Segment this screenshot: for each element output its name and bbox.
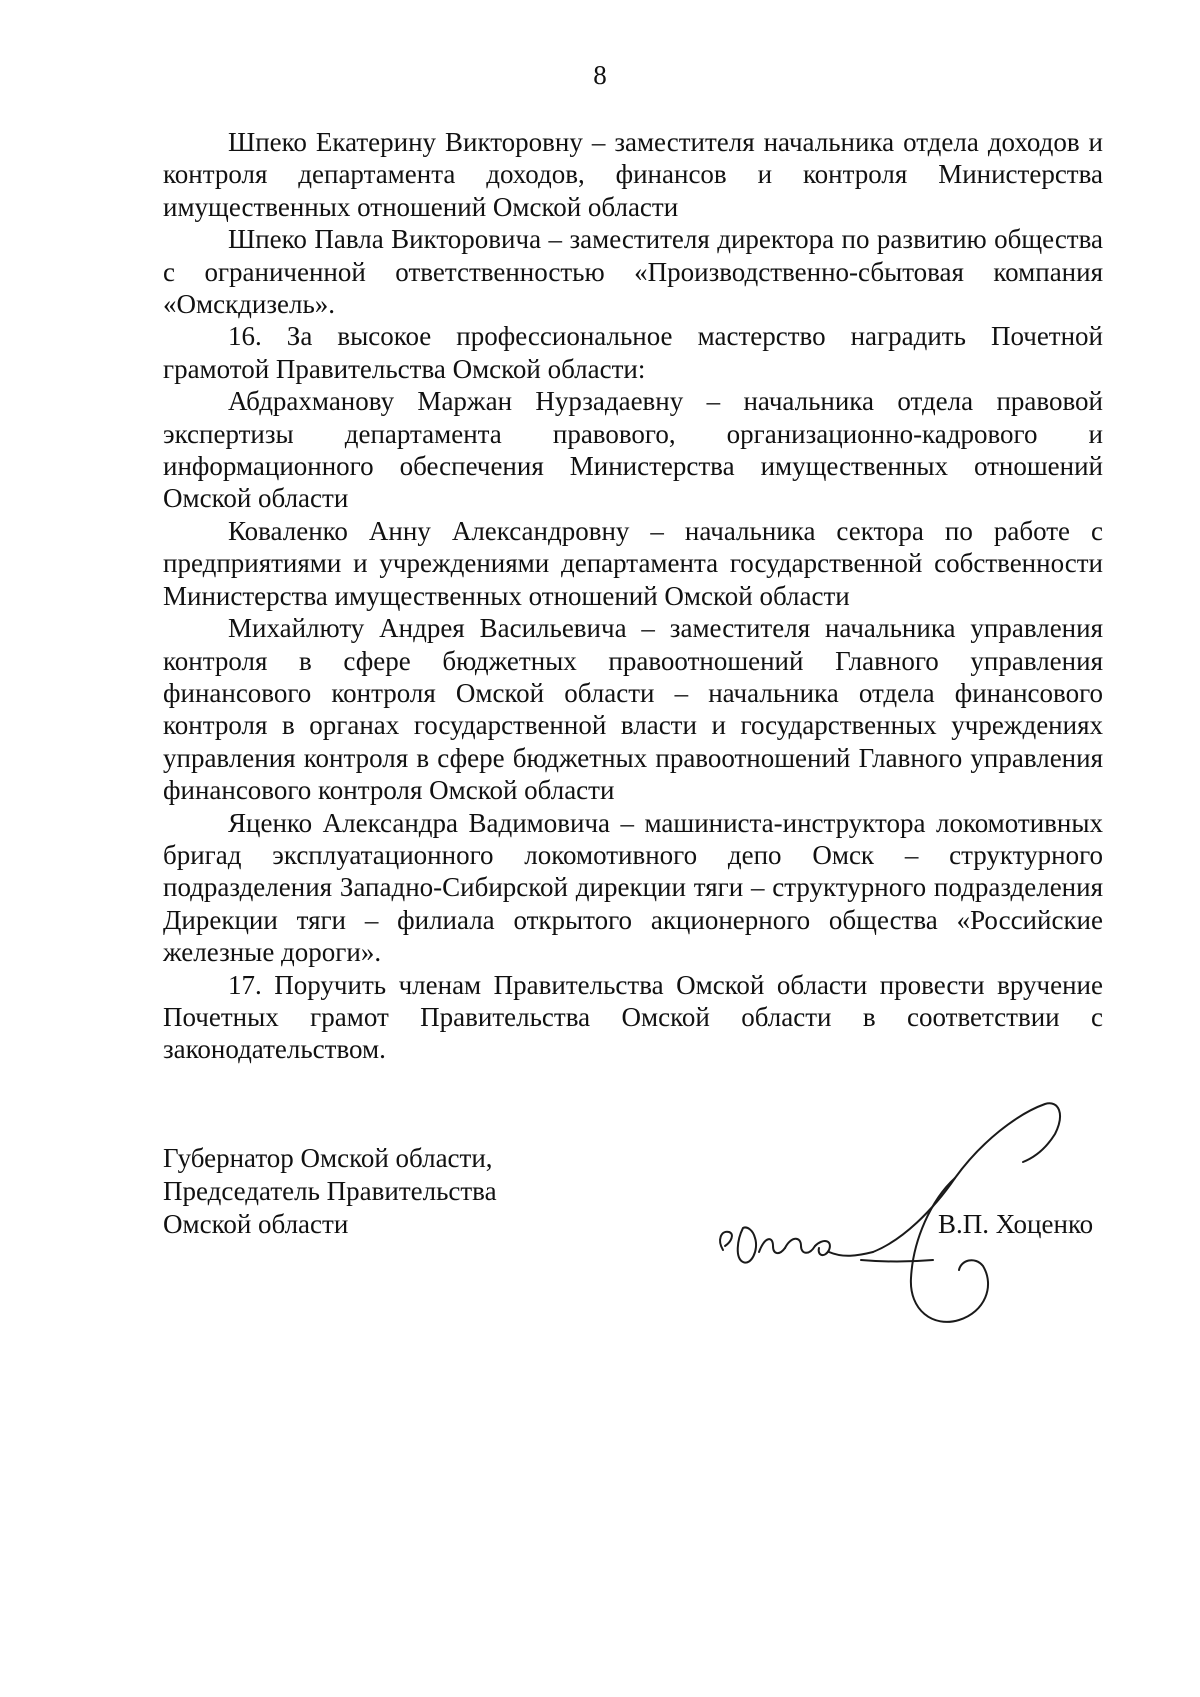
paragraph-item-17: 17. Поручить членам Правительства Омской области провести вручение Почетных грамот Правительства Омской области в соответствии с законодательством.: [163, 969, 1103, 1065]
signatory-title-line: Омской области: [163, 1209, 349, 1239]
paragraph-shpeko-pavel: Шпеко Павла Викторовича – заместителя директора по развитию общества с ограниченной ответственностью «Производственно-сбытовая компания «Омскдизель».: [163, 224, 1103, 320]
signatory-title-line: Губернатор Омской области,: [163, 1143, 493, 1173]
paragraph-kovalenko: Коваленко Анну Александровну – начальника сектора по работе с предприятиями и учреждениями департамента государственной собственности Министерства имущественных отношений Омской области: [163, 515, 1103, 611]
page-number: 8: [593, 60, 607, 90]
paragraph-abdrakhmanova: Абдрахманову Маржан Нурзадаевну – начальника отдела правовой экспертизы департамента правового, организационно-кадрового и информационного обеспечения Министерства имущественных отношений Омской области: [163, 386, 1103, 514]
paragraph-yatsenko: Яценко Александра Вадимовича – машиниста-инструктора локомотивных бригад эксплуатационного локомотивного депо Омск – структурного подразделения Западно-Сибирской дирекции тяги – структурного подразделения Дирекции тяги – филиала открытого акционерного общества «Российские железные дороги».: [163, 807, 1103, 968]
signatory-name: В.П. Хоценко: [938, 1209, 1094, 1239]
document-body: [163, 126, 1103, 1066]
paragraph-mikhailyuta: Михайлюту Андрея Васильевича – заместителя начальника управления контроля в сфере бюджетных правоотношений Главного управления финансового контроля Омской области – начальника отдела финансового контроля в органах государственной власти и государственных учреждениях управления контроля в сфере бюджетных правоотношений Главного управления финансового контроля Омской области: [163, 613, 1103, 806]
signatory-title: [163, 1142, 497, 1241]
paragraph-shpeko-ekaterina: Шпеко Екатерину Викторовну – заместителя начальника отдела доходов и контроля департамента доходов, финансов и контроля Министерства имущественных отношений Омской области: [163, 127, 1103, 222]
signatory-title-line: Председатель Правительства: [163, 1176, 497, 1206]
signature-block: [163, 1142, 1103, 1302]
paragraph-item-16: 16. За высокое профессиональное мастерство наградить Почетной грамотой Правительства Омской области:: [163, 321, 1103, 384]
